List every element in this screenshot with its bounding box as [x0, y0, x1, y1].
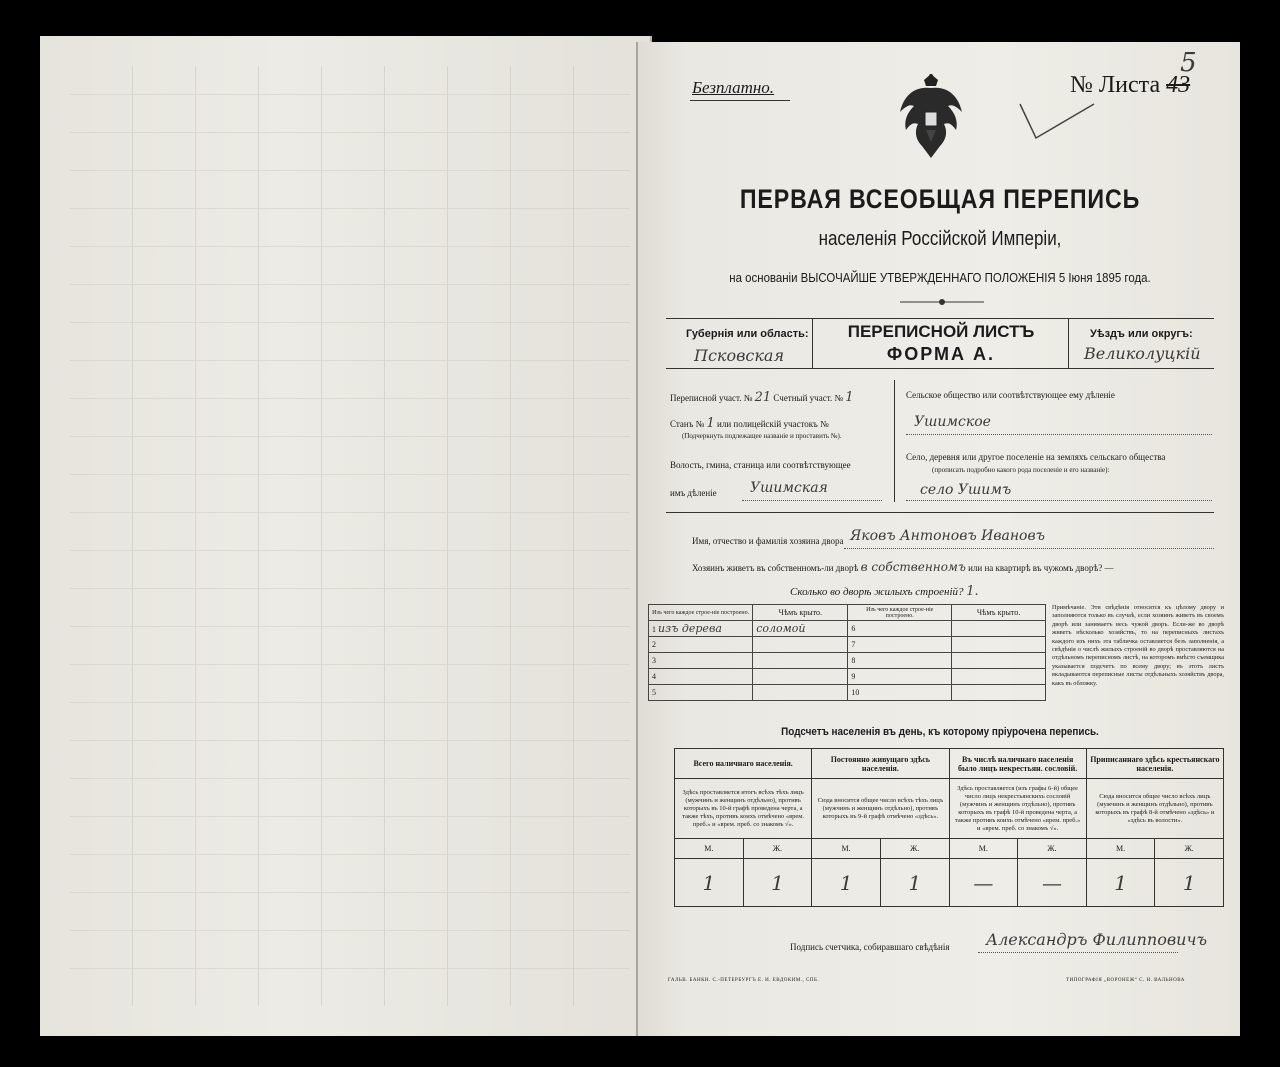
stan-row: [670, 416, 829, 431]
bld-num: 7: [848, 637, 952, 653]
selo-value: село Ушимъ: [920, 482, 1012, 498]
box-divider-right: [1068, 318, 1069, 368]
bld-num: 9: [848, 669, 952, 685]
bld-roof: [753, 653, 848, 669]
bottom-box-border: [666, 368, 1214, 369]
sheet-number-old: 43: [1166, 72, 1191, 98]
top-box-border: [666, 318, 1214, 319]
volost-line: [742, 500, 882, 501]
bld-num: 2: [649, 637, 753, 653]
podcherknut-note: (Подчеркнуть подлежащее названіе и проставить №).: [682, 432, 842, 440]
bld-num: 1: [652, 625, 656, 634]
form-type-title: ПЕРЕПИСНОЙ ЛИСТЪ: [847, 322, 1035, 341]
selo-line: [906, 500, 1212, 501]
bld-roof: [753, 637, 848, 653]
selskoe-line: [906, 434, 1212, 435]
owner-line: [844, 548, 1214, 549]
bld-head-roof-2: Чѣмъ крыто.: [952, 605, 1046, 621]
stats-desc-permanent: Сюда вносится общее число всѣхъ тѣхъ лицъ (мужчинъ и женщинъ отдѣльно), противъ которыхъ въ 9-й графѣ отмѣчено «здѣсь».: [812, 779, 949, 839]
stats-header-total: Всего наличнаго населенія.: [675, 749, 812, 779]
box-divider-left: [812, 318, 813, 368]
stats-value: 1: [743, 859, 812, 907]
schetny-label: Счетный участ. №: [773, 393, 844, 403]
stats-value: 1: [1086, 859, 1155, 907]
bld-head-kind-2: Изъ чего каждое строе-ніе построено.: [848, 605, 952, 621]
sheet-number: [1070, 48, 1197, 99]
sex-f: Ж.: [1155, 839, 1224, 859]
bld-num: 3: [649, 653, 753, 669]
census-form-page: [636, 42, 1240, 1036]
buildings-table: [648, 604, 1046, 701]
bld-head-roof-1: Чѣмъ крыто.: [753, 605, 848, 621]
stats-header-registered: Приписаннаго здѣсь крестьянскаго населенія.: [1086, 749, 1223, 779]
volost-value: Ушимская: [750, 480, 828, 496]
schetny-value: 1: [845, 390, 854, 405]
bld-num: 8: [848, 653, 952, 669]
form-type-letter: ФОРМА А.: [886, 344, 996, 364]
show-through-grid: [70, 66, 630, 1006]
sex-f: Ж.: [1018, 839, 1087, 859]
stats-desc-registered: Сюда вносится общее число всѣхъ лицъ (мужчинъ и женщинъ отдѣльно), противъ которыхъ въ графѣ 8-й отмѣчено «здѣсь» и «здѣсь въ волости».: [1086, 779, 1223, 839]
selskoe-label: Сельское общество или соотвѣтствующее ему дѣленіе: [906, 390, 1115, 400]
uchastok-row: [670, 390, 854, 405]
buildings-value: 1.: [966, 584, 979, 599]
stats-value: 1: [675, 859, 744, 907]
selo-label: Село, деревня или другое поселеніе на земляхъ сельскаго общества: [906, 452, 1166, 462]
bld-num: 6: [848, 621, 952, 637]
bld-cell: [649, 621, 753, 637]
lives-label-1: Хозяинъ живетъ въ собственномъ-ли дворѣ: [692, 563, 859, 573]
ornament-divider: [900, 298, 984, 306]
signature-label: Подпись счетчика, собиравшаго свѣдѣнія: [790, 942, 950, 952]
table-row: [649, 637, 1046, 653]
legal-basis: на основаніи ВЫСОЧАЙШЕ УТВЕРЖДЕННАГО ПОЛОЖЕНІЯ 5 Іюня 1895 года.: [729, 270, 1151, 285]
bld-num: 4: [649, 669, 753, 685]
bld-roof: [952, 669, 1046, 685]
owner-value: Яковъ Антоновъ Ивановъ: [850, 528, 1045, 544]
buildings-label: Сколько во дворѣ жилыхъ строеній?: [790, 586, 964, 598]
stats-value: 1: [1155, 859, 1224, 907]
lives-label-2: или на квартирѣ въ чужомъ дворѣ?: [968, 563, 1103, 573]
stats-header-nonpeasant: Въ числѣ наличнаго населенія было лицъ некрестьян. сословій.: [949, 749, 1086, 779]
volost-label-1: Волость, гмина, станица или соотвѣтствующее: [670, 460, 851, 470]
sheet-number-new: 5: [1180, 48, 1197, 78]
bld-roof: [753, 685, 848, 701]
signature-line: [978, 952, 1178, 953]
lives-row: [692, 560, 1113, 574]
lives-value: в собственномъ: [860, 560, 966, 574]
police-label: или полицейскій участокъ №: [717, 419, 829, 429]
stats-values-row: [675, 859, 1224, 907]
guberniya-label: Губернія или область:: [686, 328, 809, 340]
signature-value: Александръ Филипповичъ: [986, 930, 1208, 949]
stats-value: 1: [812, 859, 881, 907]
uezd-value: Великолуцкій: [1084, 344, 1201, 363]
printer-left: ГАЛЬВ. БАНКН. С.-ПЕТЕРБУРГЪ Е. И. ЕВДОКИМ., СПБ.: [668, 978, 820, 983]
bld-kind: изъ дерева: [658, 622, 722, 635]
stats-value: 1: [880, 859, 949, 907]
table-row: [649, 653, 1046, 669]
location-divider: [894, 380, 895, 502]
stats-value: —: [949, 859, 1018, 907]
uezd-label: Уѣздъ или округъ:: [1090, 328, 1193, 340]
selo-sub: (прописать подробно какого рода поселеніе и его названіе):: [932, 466, 1110, 474]
printer-right: ТИПОГРАФІЯ „ВОРОНЕЖ“ С. Н. ВАЛЬНОВА: [1066, 978, 1185, 983]
bld-roof: [952, 637, 1046, 653]
bld-roof: [952, 685, 1046, 701]
sex-f: Ж.: [880, 839, 949, 859]
lives-dash: —: [1104, 563, 1114, 573]
volost-label-2: имъ дѣленіе: [670, 488, 717, 498]
table-row: [649, 685, 1046, 701]
stats-desc-nonpeasant: Здѣсь проставляется (изъ графы 6-й) общее число лицъ некрестьянскихъ сословій (мужчинъ и женщинъ отдѣльно), противъ которыхъ въ графѣ 10-й проведена черта, а также противъ коихъ отмѣчено «врем. преб.» и «врем. преб. со знакомъ √».: [949, 779, 1086, 839]
table-row: [649, 669, 1046, 685]
uchastok-label: Переписной участ. №: [670, 393, 753, 403]
imperial-eagle-emblem: [896, 72, 966, 164]
check-mark-icon: [1018, 100, 1098, 148]
stats-desc-total: Здѣсь проставляется итогъ всѣхъ тѣхъ лицъ (мужчинъ и женщинъ отдѣльно), противъ которыхъ въ 10-й графѣ проведена черта, а также тѣхъ, противъ коихъ отмѣчено «врем. преб.» и «врем. преб. со знакомъ √».: [675, 779, 812, 839]
sex-m: М.: [949, 839, 1018, 859]
bld-num: 5: [649, 685, 753, 701]
owner-label: Имя, отчество и фамилія хозяина двора: [692, 536, 844, 546]
sex-m: М.: [1086, 839, 1155, 859]
bld-head-kind-1: Изъ чего каждое строе-ніе построено.: [649, 605, 753, 621]
sex-m: М.: [812, 839, 881, 859]
form-subtitle: населенія Россійской Имперіи,: [818, 228, 1062, 250]
bld-roof: [952, 621, 1046, 637]
free-underline: [690, 100, 790, 101]
buildings-row: [790, 584, 979, 599]
stan-value: 1: [706, 416, 715, 431]
sex-m: М.: [675, 839, 744, 859]
sex-f: Ж.: [743, 839, 812, 859]
bld-roof: [753, 669, 848, 685]
selskoe-value: Ушимское: [914, 414, 991, 430]
stan-label: Станъ №: [670, 419, 705, 429]
table-row: [649, 621, 1046, 637]
location-bottom-border: [666, 512, 1214, 513]
form-title: ПЕРВАЯ ВСЕОБЩАЯ ПЕРЕПИСЬ: [739, 184, 1141, 214]
free-label: Безплатно.: [692, 78, 775, 97]
sheet-label: № Листа: [1070, 72, 1161, 98]
bld-roof: [952, 653, 1046, 669]
bld-roof: соломой: [753, 621, 848, 637]
uchastok-value: 21: [754, 390, 772, 405]
bld-num: 10: [848, 685, 952, 701]
stats-header-permanent: Постоянно живущаго здѣсь населенія.: [812, 749, 949, 779]
guberniya-value: Псковская: [694, 346, 785, 365]
buildings-note: Примѣчаніе. Эти свѣдѣнія относятся къ цѣлому двору и заполняются только въ случаѣ, если хозяинъ живетъ въ своемъ дворѣ или занимаетъ весь чужой дворъ. Если-же во дворѣ живетъ нѣсколько хозяйствъ, то на переписныхъ листахъ каждого изъ нихъ эта табличка оставляется безъ заполненія, а свѣдѣнія о числѣ жилыхъ строеній во дворѣ проставляются на отдѣльномъ переписномъ листѣ, на которомъ вмѣсто съемщика указывается подсчетъ по всему двору; въ этотъ листъ вкладываются переписные листы отдѣльныхъ хозяйствъ двора, какъ въ обложку.: [1052, 604, 1224, 687]
population-count-title: Подсчетъ населенія въ день, къ которому пріурочена перепись.: [781, 726, 1099, 738]
left-page: [40, 36, 652, 1036]
stats-value: —: [1018, 859, 1087, 907]
population-stats-table: [674, 748, 1224, 907]
